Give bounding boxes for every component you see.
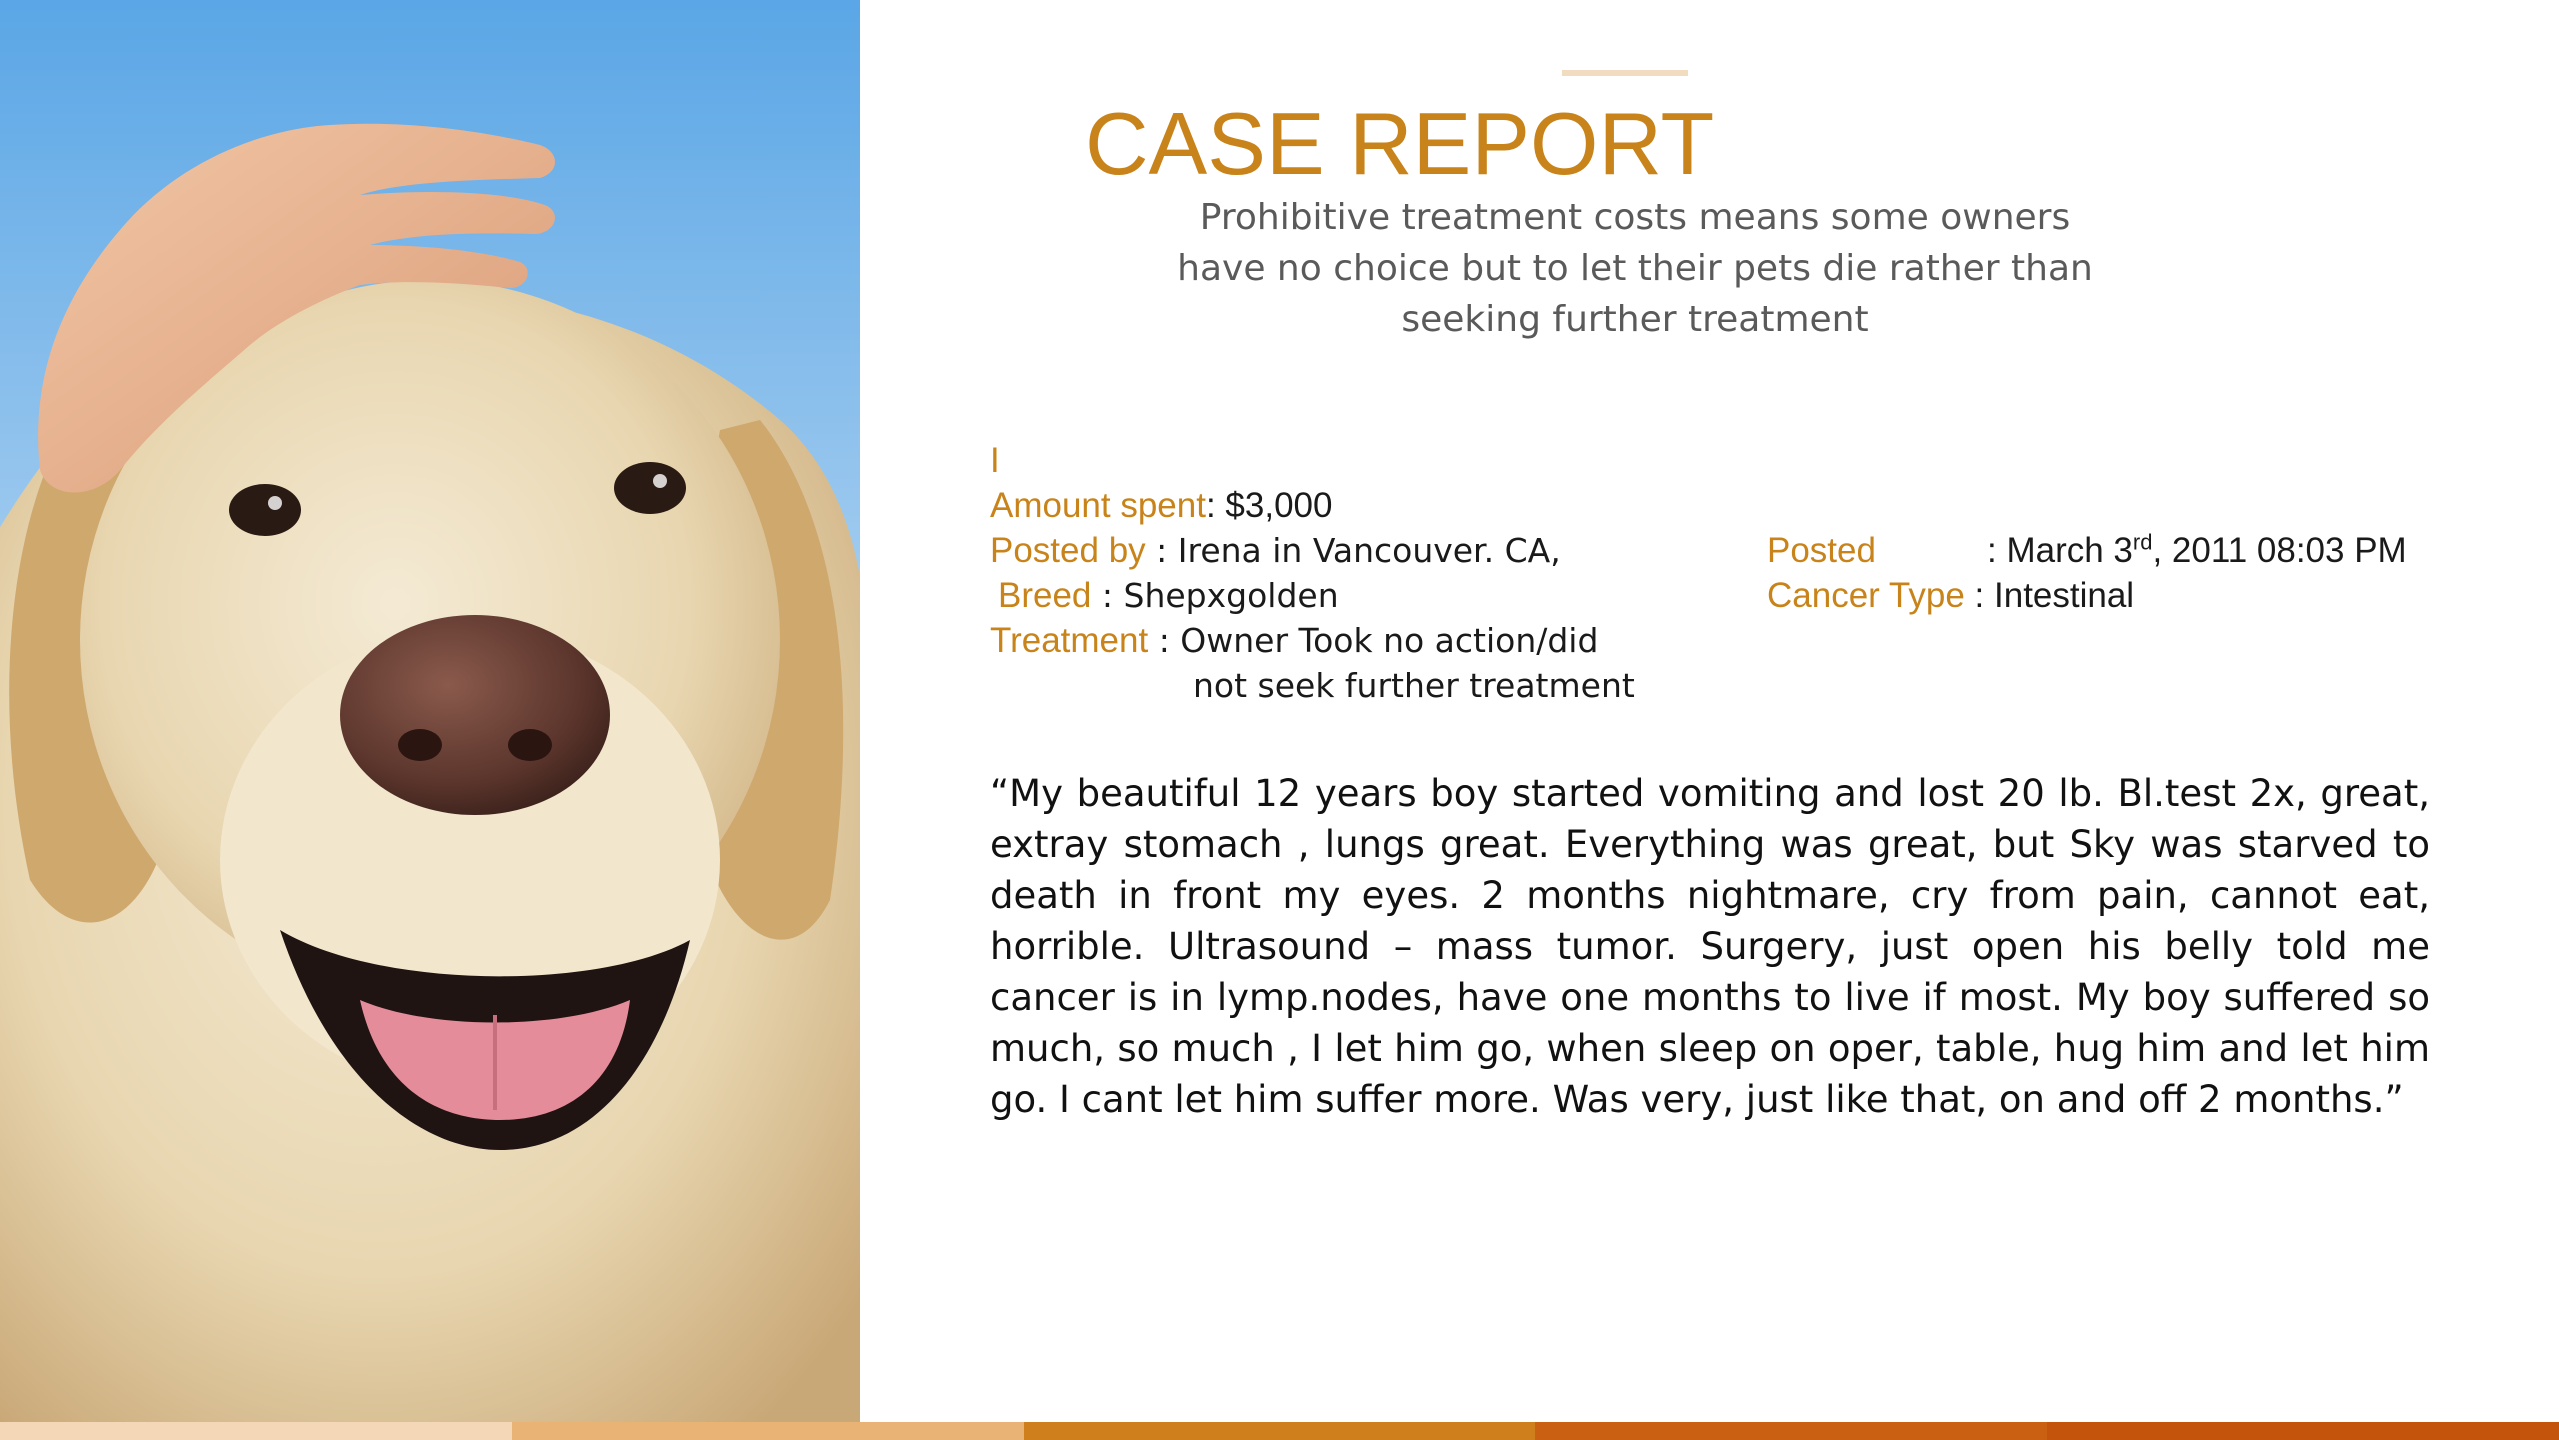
page-title: CASE REPORT: [1085, 94, 1715, 193]
breed-row: [998, 573, 1339, 618]
treatment-row: [990, 618, 1598, 663]
bottom-bar-segment-4: [1535, 1422, 2047, 1440]
breed-value: : Shepxgolden: [1091, 576, 1339, 615]
cancer-type-label: Cancer Type: [1767, 576, 1965, 615]
posted-date-value: [1987, 528, 2407, 573]
posted-date-label: Posted: [1767, 531, 1876, 570]
posted-by-value: : Irena in Vancouver. CA,: [1145, 531, 1561, 570]
owner-quote: “My beautiful 12 years boy started vomiting and lost 20 lb. Bl.test 2x, great, extray stomach , lungs great. Everything was great, but Sky was starved to death in front my eyes. 2 months nightmare, cry from pain, cannot eat, horrible. Ultrasound – mass tumor. Surgery, just open his belly told me cancer is in lymp.nodes, have one months to live if most. My boy suffered so much, so much , I let him go, when sleep on oper, table, hug him and let him go. I cant let him suffer more. Was very, just like that, on and off 2 months.”: [990, 772, 2430, 1121]
bottom-bar-segment-3: [1024, 1422, 1536, 1440]
bottom-color-bar: [0, 1422, 2559, 1440]
posted-date-label-cell: [1767, 528, 1876, 573]
posted-date-value-time: , 2011 08:03 PM: [2152, 531, 2407, 570]
subtitle: Prohibitive treatment costs means some owners have no choice but to let their pets die rather than seeking further treatment: [1177, 197, 2093, 340]
amount-spent-label: Amount spent: [990, 486, 1206, 525]
treatment-value-line-1: : Owner Took no action/did: [1148, 621, 1599, 660]
cancer-type-row: [1767, 573, 2134, 618]
dog-photo: [0, 0, 860, 1422]
bottom-bar-segment-5: [2047, 1422, 2559, 1440]
treatment-value-line-2: not seek further treatment: [1193, 666, 1635, 705]
amount-spent-value: : $3,000: [1205, 486, 1333, 525]
stray-letter-text: I: [990, 441, 1000, 480]
cancer-type-value: Intestinal: [1994, 576, 2135, 615]
posted-date-value-main: : March 3: [1987, 531, 2133, 570]
bottom-bar-segment-1: [0, 1422, 512, 1440]
amount-spent-row: [990, 483, 1332, 528]
posted-by-label: Posted by: [990, 531, 1146, 570]
posted-by-row: [990, 528, 1561, 573]
golden-retriever-photo-icon: [0, 0, 860, 1422]
treatment-row-continued: [1193, 663, 1635, 708]
accent-line: [1562, 70, 1688, 76]
stray-letter: [990, 438, 1000, 483]
treatment-label: Treatment: [990, 621, 1149, 660]
posted-date-ordinal: rd: [2132, 529, 2153, 555]
cancer-type-separator: :: [1964, 576, 1994, 615]
bottom-bar-segment-2: [512, 1422, 1024, 1440]
breed-label: Breed: [998, 576, 1092, 615]
